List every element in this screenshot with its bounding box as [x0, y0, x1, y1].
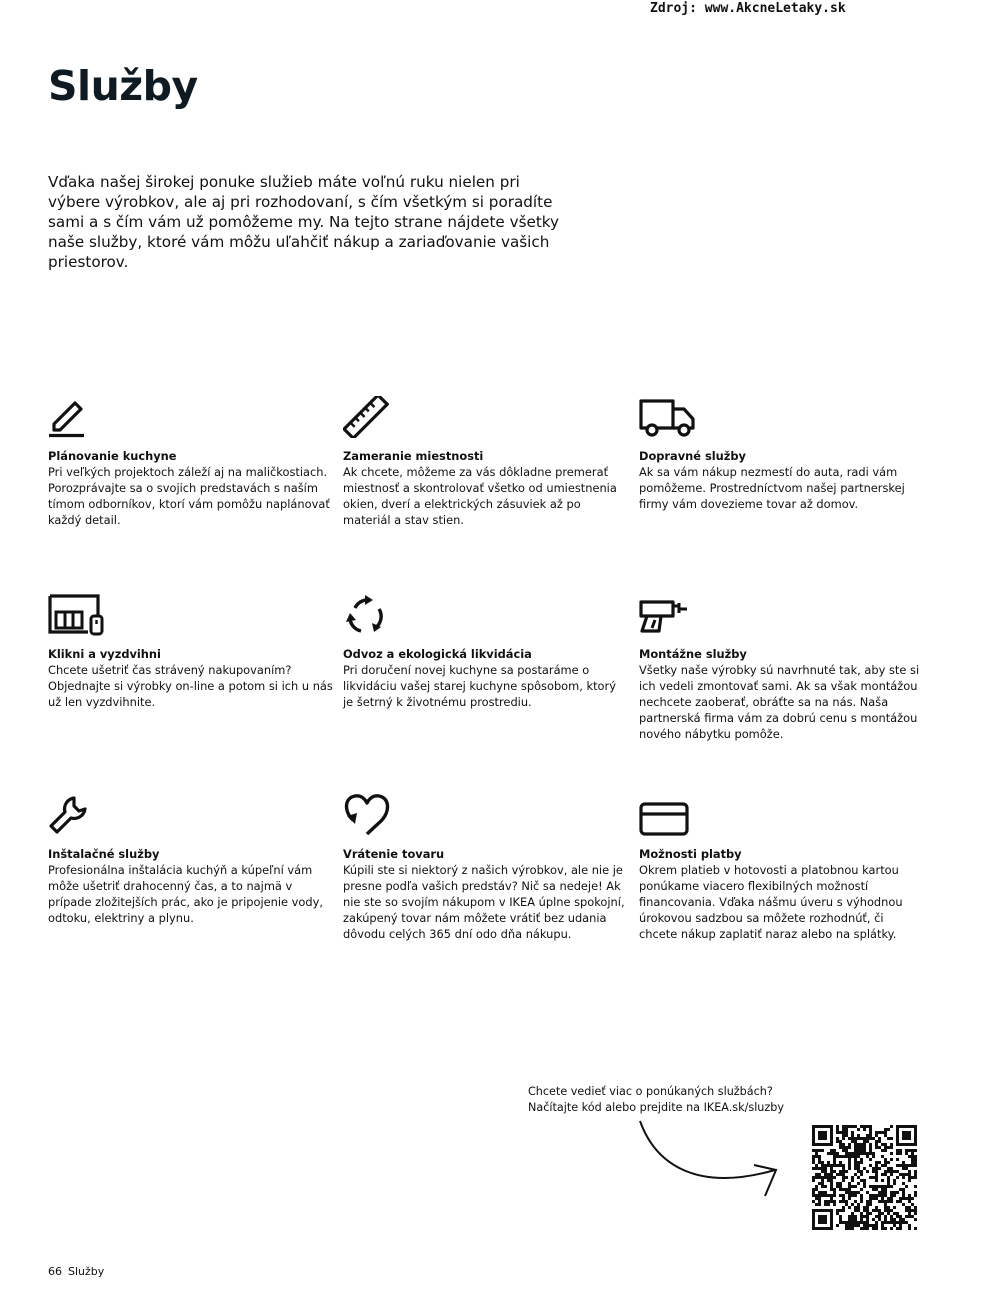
drill-icon	[639, 594, 924, 636]
curved-arrow-icon	[630, 1118, 790, 1203]
service-description: Okrem platieb v hotovosti a platobnou kartou ponúkame viacero flexibilných možností financovania. Vďaka nášmu úveru s výhodnou úrokovou sadzbou sa môžete rozhodnúť, či chcete nákup zaplatiť naraz alebo na splátky.	[639, 863, 903, 941]
intro-paragraph: Vďaka našej širokej ponuke služieb máte voľnú ruku nielen pri výbere výrobkov, ale aj pri rozhodovaní, s čím všetkým si poradíte sami a s čím vám už pomôžeme my. Na tejto strane nájdete všetky naše služby, ktoré vám môžu uľahčiť nákup a zariaďovanie vašich priestorov.	[48, 173, 560, 271]
service-click-collect	[48, 594, 333, 710]
page-title: Služby	[48, 62, 198, 110]
service-description: Pri veľkých projektoch záleží aj na maličkostiach. Porozprávajte sa o svojich predstavách s naším tímom odborníkov, ktorí vám pomôžu naplánovať každý detail.	[48, 465, 330, 527]
service-title: Možnosti platby	[639, 847, 742, 861]
delivery-truck-icon	[639, 396, 924, 438]
service-measuring	[343, 396, 628, 528]
credit-card-icon	[639, 794, 924, 836]
recycle-icon	[343, 594, 628, 636]
service-title: Odvoz a ekologická likvidácia	[343, 647, 532, 661]
service-title: Montážne služby	[639, 647, 747, 661]
service-returns	[343, 794, 628, 942]
service-description: Profesionálna inštalácia kuchýň a kúpeľní vám môže ušetriť drahocenný čas, a to najmä v prípade zložitejších prác, ako je pripojenie vody, odtoku, elektriny a plynu.	[48, 863, 323, 925]
qr-caption	[528, 1084, 818, 1116]
service-description: Chcete ušetriť čas strávený nakupovaním? Objednajte si výrobky on-line a potom si ich u nás už len vyzdvihnite.	[48, 663, 333, 709]
qr-caption-line: Načítajte kód alebo prejdite na IKEA.sk/sluzby	[528, 1101, 784, 1114]
service-assembly	[639, 594, 924, 742]
service-title: Dopravné služby	[639, 449, 746, 463]
service-disposal	[343, 594, 628, 710]
service-payment	[639, 794, 924, 942]
heart-return-icon	[343, 794, 628, 836]
click-and-collect-icon	[48, 594, 333, 636]
service-description: Kúpili ste si niektorý z našich výrobkov, ale nie je presne podľa vašich predstáv? Nič sa nedeje! Ak nie ste so svojím nákupom v IKEA úplne spokojní, zakúpený tovar nám môžete vrátiť bez udania dôvodu celých 365 dní odo dňa nákupu.	[343, 863, 625, 941]
service-title: Inštalačné služby	[48, 847, 160, 861]
service-description: Ak chcete, môžeme za vás dôkladne premerať miestnosť a skontrolovať všetko od umiestnenia okien, dverí a elektrických zásuviek až po materiál a stav stien.	[343, 465, 617, 527]
service-title: Vrátenie tovaru	[343, 847, 445, 861]
footer-section: Služby	[68, 1265, 105, 1278]
service-title: Zameranie miestnosti	[343, 449, 484, 463]
pencil-icon	[48, 396, 333, 438]
ruler-icon	[343, 396, 628, 438]
service-description: Ak sa vám nákup nezmestí do auta, radi vám pomôžeme. Prostredníctvom našej partnerskej firmy vám dovezieme tovar až domov.	[639, 465, 905, 511]
service-installation	[48, 794, 333, 926]
service-planning	[48, 396, 333, 528]
page-number: 66	[48, 1265, 62, 1278]
qr-code[interactable]	[812, 1125, 917, 1230]
service-title: Plánovanie kuchyne	[48, 449, 177, 463]
source-label: Zdroj: www.AkcneLetaky.sk	[650, 1, 846, 16]
service-delivery	[639, 396, 924, 512]
qr-caption-line: Chcete vedieť viac o ponúkaných službách?	[528, 1085, 773, 1098]
wrench-icon	[48, 794, 333, 836]
service-title: Klikni a vyzdvihni	[48, 647, 161, 661]
service-description: Všetky naše výrobky sú navrhnuté tak, aby ste si ich vedeli zmontovať sami. Ak sa však montážou nechcete zaoberať, obráťte sa na nás. Naša partnerská firma vám za dobrú cenu s montážou nového nábytku pomôže.	[639, 663, 920, 741]
footer	[48, 1265, 104, 1278]
service-description: Pri doručení novej kuchyne sa postaráme o likvidáciu vašej starej kuchyne spôsobom, ktorý je šetrný k životnému prostrediu.	[343, 663, 616, 709]
